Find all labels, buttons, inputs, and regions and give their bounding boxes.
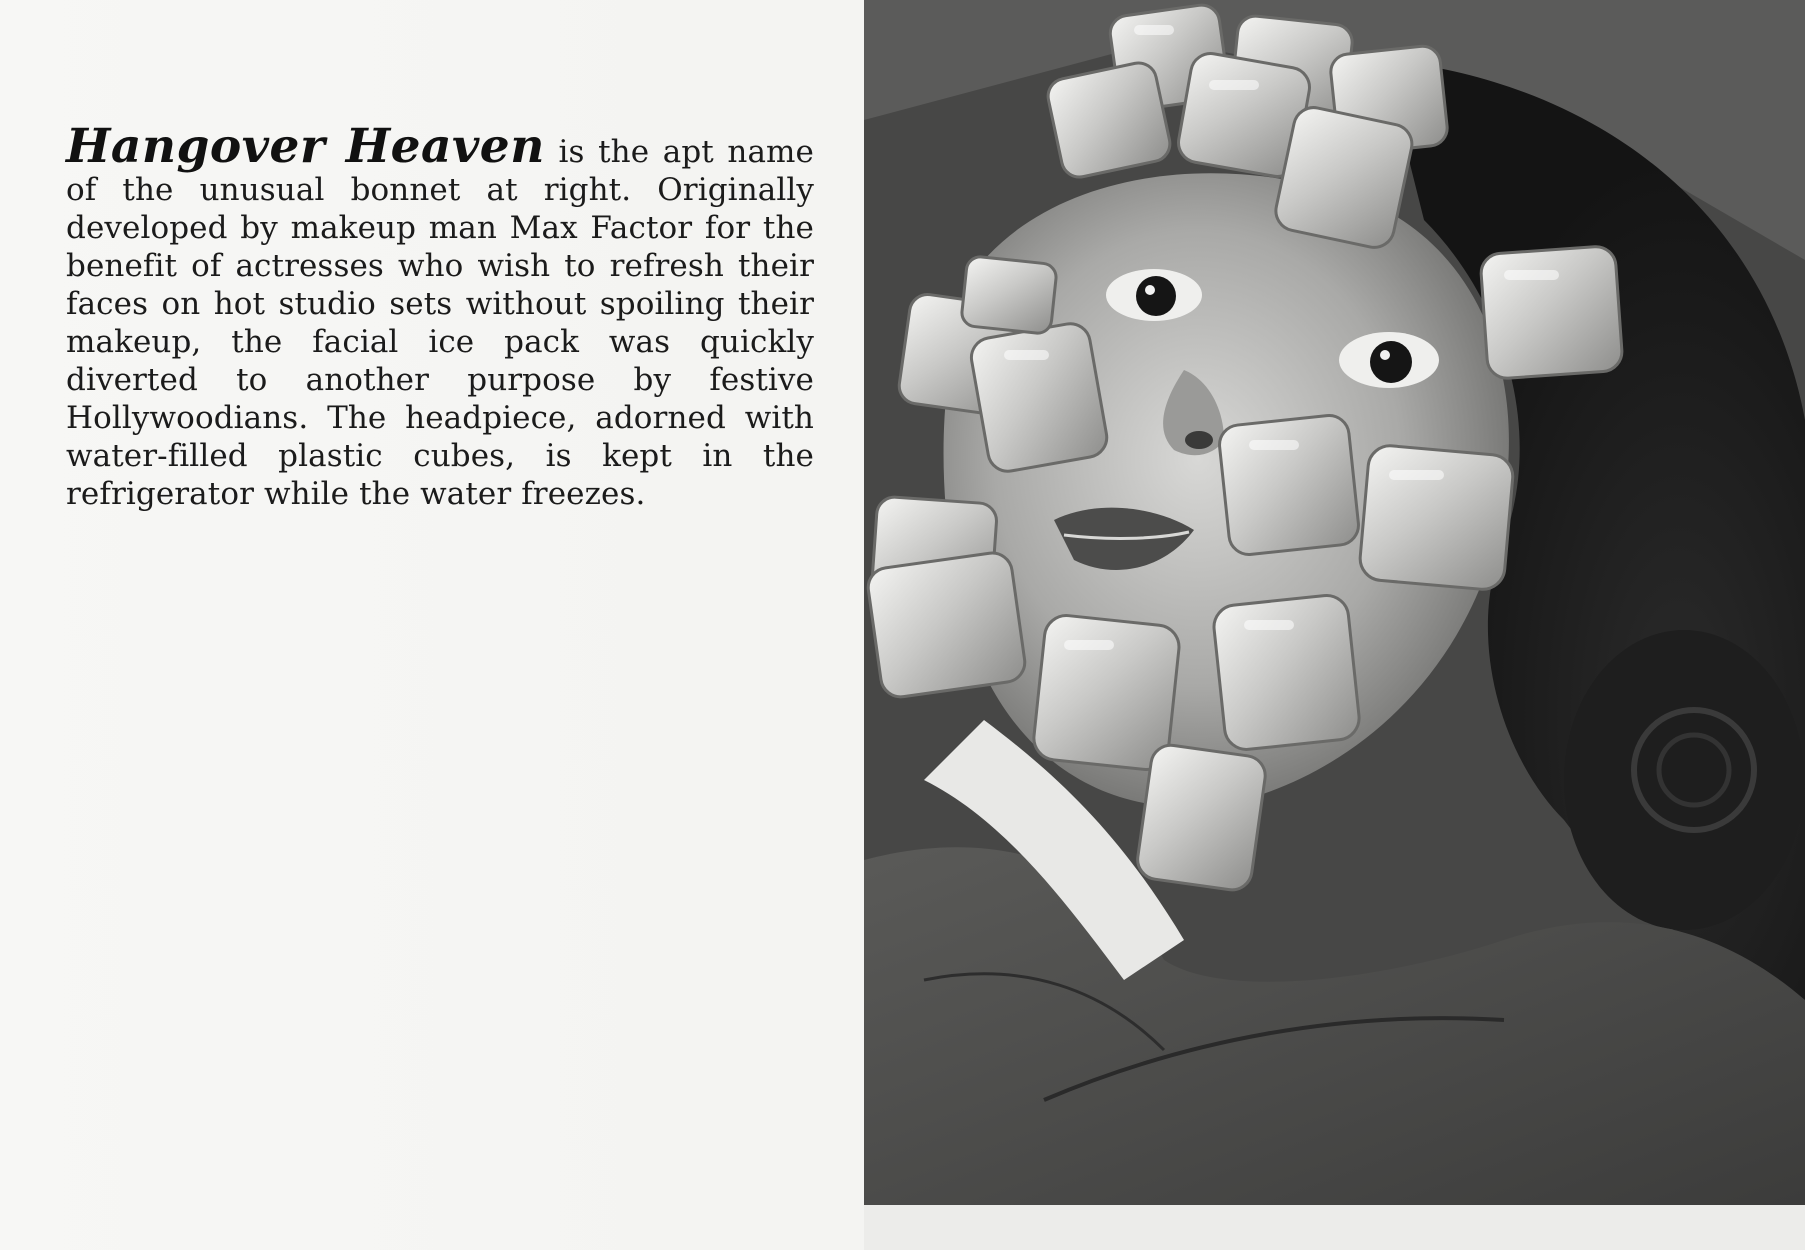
article-body: is the apt name of the unusual bonnet at right. Originally developed by makeup man Max Factor for the benefit of actresses who wish to refresh their faces on hot studio sets without spoiling their makeup, the facial ice pack was quickly diverted to another purpose by festive Hollywoodians. The headpiece, adorned with water-filled plastic cubes, is kept in the refrigerator while the water freezes. (66, 134, 814, 512)
article-text (66, 119, 814, 513)
article-headline: Hangover Heaven (66, 119, 545, 174)
page-bottom-margin (864, 1205, 1805, 1250)
photo-illustration (864, 0, 1805, 1205)
ice-mask-photo (864, 0, 1805, 1205)
